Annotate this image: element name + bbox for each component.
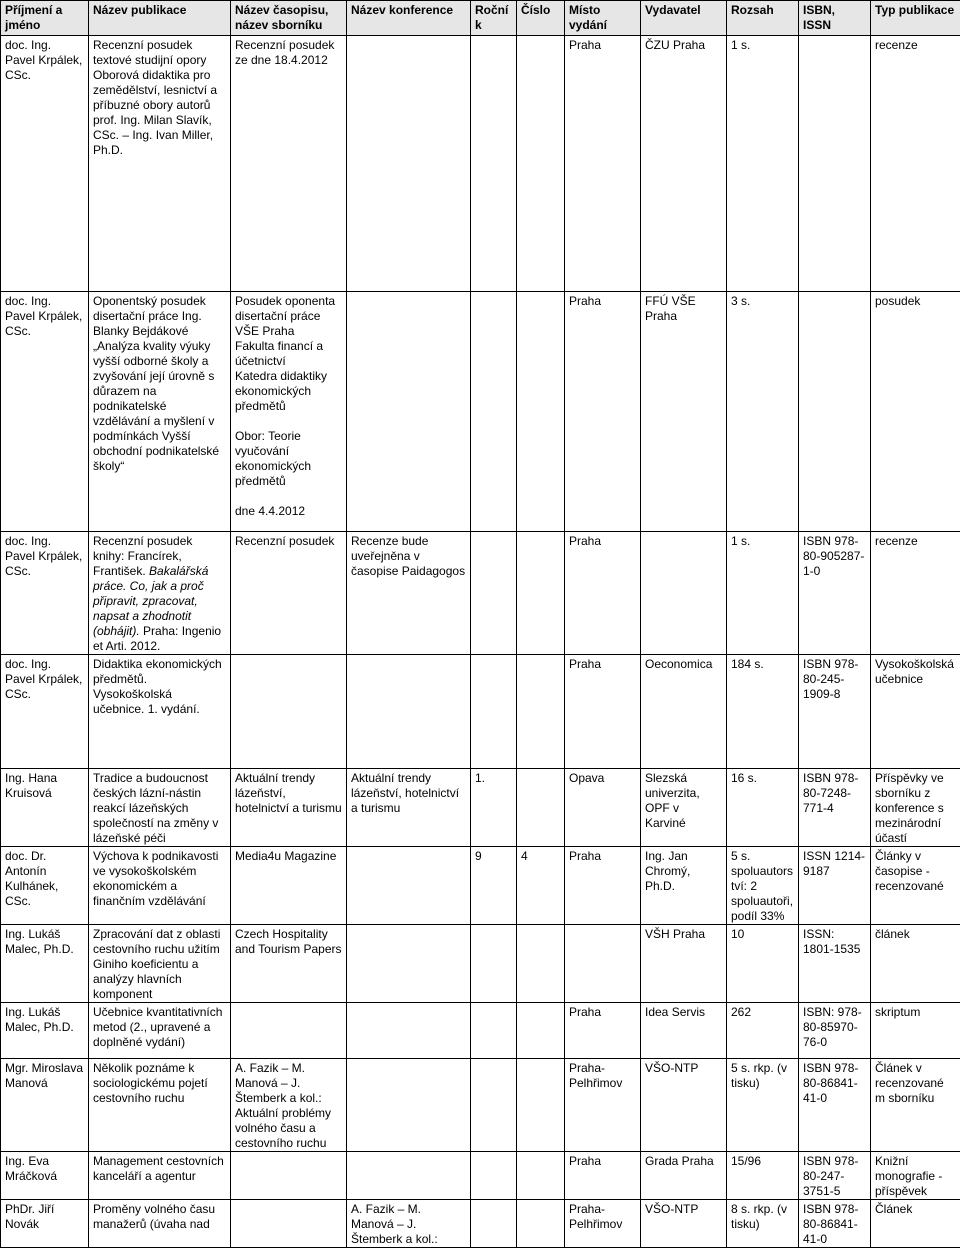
- cell-title: Didaktika ekonomických předmětů. Vysokoškolská učebnice. 1. vydání.: [89, 655, 231, 769]
- cell-place: Praha-Pelhřimov: [565, 1059, 641, 1152]
- cell-journal: Posudek oponenta disertační práce VŠE Praha Fakulta financí a účetnictví Katedra didaktiky ekonomických předmětů Obor: Teorie vyučování ekonomických předmětů dne 4.4.2012: [231, 292, 347, 532]
- cell-conference: [347, 655, 471, 769]
- cell-pages: 16 s.: [727, 769, 799, 847]
- table-row: [1, 925, 960, 1003]
- cell-journal: Czech Hospitality and Tourism Papers: [231, 925, 347, 1003]
- cell-publisher: ČZU Praha: [641, 36, 727, 292]
- table-row: [1, 36, 960, 292]
- cell-publisher: Ing. Jan Chromý, Ph.D.: [641, 847, 727, 925]
- cell-place: Praha: [565, 847, 641, 925]
- table-row: [1, 292, 960, 532]
- cell-volume: 9: [471, 847, 517, 925]
- cell-conference: [347, 1003, 471, 1059]
- cell-publisher: Grada Praha: [641, 1152, 727, 1200]
- cell-isbn: ISSN 1214-9187: [799, 847, 871, 925]
- cell-number: [517, 1003, 565, 1059]
- cell-place: Praha: [565, 1152, 641, 1200]
- cell-number: [517, 769, 565, 847]
- cell-volume: 1.: [471, 769, 517, 847]
- table-row: [1, 847, 960, 925]
- cell-pages: 5 s. rkp. (v tisku): [727, 1059, 799, 1152]
- cell-title: Zpracování dat z oblasti cestovního ruchu užitím Giniho koeficientu a analýzy hlavních komponent: [89, 925, 231, 1003]
- cell-isbn: ISBN: 978-80-85970-76-0: [799, 1003, 871, 1059]
- cell-number: [517, 36, 565, 292]
- header-volume: Ročník: [471, 1, 517, 36]
- cell-type: recenze: [871, 36, 960, 292]
- cell-type: Vysokoškolská učebnice: [871, 655, 960, 769]
- cell-pages: 5 s. spoluautorství: 2 spoluautoři, podíl 33%: [727, 847, 799, 925]
- cell-title: [89, 532, 231, 655]
- cell-publisher: Slezská univerzita, OPF v Karviné: [641, 769, 727, 847]
- cell-conference: [347, 1152, 471, 1200]
- cell-isbn: ISBN 978-80-86841-41-0: [799, 1200, 871, 1248]
- cell-conference: A. Fazik – M. Manová – J. Štemberk a kol.:: [347, 1200, 471, 1248]
- cell-place: Praha-Pelhřimov: [565, 1200, 641, 1248]
- cell-publisher: [641, 532, 727, 655]
- cell-type: recenze: [871, 532, 960, 655]
- cell-author: doc. Ing. Pavel Krpálek, CSc.: [1, 532, 89, 655]
- table-row: [1, 1152, 960, 1200]
- header-type: Typ publikace: [871, 1, 960, 36]
- cell-author: doc. Dr. Antonín Kulhánek, CSc.: [1, 847, 89, 925]
- cell-type: článek: [871, 925, 960, 1003]
- cell-isbn: ISBN 978-80-905287-1-0: [799, 532, 871, 655]
- header-number: Číslo: [517, 1, 565, 36]
- cell-number: [517, 1200, 565, 1248]
- header-pages: Rozsah: [727, 1, 799, 36]
- cell-pages: 3 s.: [727, 292, 799, 532]
- cell-number: [517, 925, 565, 1003]
- cell-pages: 1 s.: [727, 532, 799, 655]
- cell-type: Článek: [871, 1200, 960, 1248]
- cell-type: Článek v recenzované m sborníku: [871, 1059, 960, 1152]
- cell-author: Mgr. Miroslava Manová: [1, 1059, 89, 1152]
- cell-pages: 184 s.: [727, 655, 799, 769]
- cell-volume: [471, 532, 517, 655]
- cell-title: Učebnice kvantitativních metod (2., upravené a doplněné vydání): [89, 1003, 231, 1059]
- cell-place: Praha: [565, 292, 641, 532]
- cell-conference: [347, 292, 471, 532]
- title-plain-end: Praha: Ingenio et Arti. 2012.: [93, 624, 221, 653]
- table-row: [1, 655, 960, 769]
- cell-pages: 10: [727, 925, 799, 1003]
- cell-publisher: Idea Servis: [641, 1003, 727, 1059]
- cell-isbn: ISBN 978-80-245-1909-8: [799, 655, 871, 769]
- cell-conference: [347, 925, 471, 1003]
- cell-journal: Aktuální trendy lázeňství, hotelnictví a turismu: [231, 769, 347, 847]
- header-journal: Název časopisu, název sborníku: [231, 1, 347, 36]
- cell-author: doc. Ing. Pavel Krpálek, CSc.: [1, 36, 89, 292]
- cell-type: posudek: [871, 292, 960, 532]
- cell-volume: [471, 925, 517, 1003]
- table-row: [1, 1200, 960, 1248]
- cell-conference: [347, 847, 471, 925]
- cell-author: doc. Ing. Pavel Krpálek, CSc.: [1, 655, 89, 769]
- cell-author: Ing. Lukáš Malec, Ph.D.: [1, 1003, 89, 1059]
- cell-journal: Recenzní posudek ze dne 18.4.2012: [231, 36, 347, 292]
- cell-isbn: ISBN 978-80-86841-41-0: [799, 1059, 871, 1152]
- cell-author: doc. Ing. Pavel Krpálek, CSc.: [1, 292, 89, 532]
- cell-place: Praha: [565, 1003, 641, 1059]
- header-isbn: ISBN, ISSN: [799, 1, 871, 36]
- header-title: Název publikace: [89, 1, 231, 36]
- table-row: [1, 769, 960, 847]
- cell-number: [517, 292, 565, 532]
- cell-volume: [471, 1059, 517, 1152]
- cell-conference: Aktuální trendy lázeňství, hotelnictví a turismu: [347, 769, 471, 847]
- cell-journal: Media4u Magazine: [231, 847, 347, 925]
- cell-number: 4: [517, 847, 565, 925]
- cell-conference: Recenze bude uveřejněna v časopise Paidagogos: [347, 532, 471, 655]
- cell-type: Články v časopise - recenzované: [871, 847, 960, 925]
- cell-place: Praha: [565, 36, 641, 292]
- cell-type: skriptum: [871, 1003, 960, 1059]
- cell-place: [565, 925, 641, 1003]
- cell-title: Několik poznáme k sociologickému pojetí cestovního ruchu: [89, 1059, 231, 1152]
- cell-journal: A. Fazik – M. Manová – J. Štemberk a kol.: Aktuální problémy volného času a cestovního ruchu: [231, 1059, 347, 1152]
- header-publisher: Vydavatel: [641, 1, 727, 36]
- cell-type: Příspěvky ve sborníku z konference s mezinárodní účastí: [871, 769, 960, 847]
- cell-isbn: ISBN 978-80-7248-771-4: [799, 769, 871, 847]
- cell-title: Tradice a budoucnost českých lázní-nástin reakcí lázeňských společností na změny v lázeňské péči: [89, 769, 231, 847]
- header-row: [1, 1, 960, 36]
- cell-journal: [231, 1200, 347, 1248]
- cell-isbn: [799, 36, 871, 292]
- table-row: [1, 532, 960, 655]
- cell-title: Výchova k podnikavosti ve vysokoškolském ekonomickém a finančním vzdělávání: [89, 847, 231, 925]
- cell-pages: 262: [727, 1003, 799, 1059]
- cell-volume: [471, 1152, 517, 1200]
- cell-author: PhDr. Jiří Novák: [1, 1200, 89, 1248]
- cell-title: Oponentský posudek disertační práce Ing. Blanky Bejdákové „Analýza kvality výuky vyšší odborné školy a zvyšování její úrovně s důrazem na podnikatelské vzdělávání a myšlení v podmínkách Vyšší obchodní podnikatelské školy“: [89, 292, 231, 532]
- header-place: Místo vydání: [565, 1, 641, 36]
- cell-pages: 15/96: [727, 1152, 799, 1200]
- cell-isbn: ISBN 978-80-247-3751-5: [799, 1152, 871, 1200]
- cell-journal: Recenzní posudek: [231, 532, 347, 655]
- header-author: Příjmení a jméno: [1, 1, 89, 36]
- cell-place: Opava: [565, 769, 641, 847]
- cell-conference: [347, 36, 471, 292]
- cell-place: Praha: [565, 655, 641, 769]
- cell-title: Proměny volného času manažerů (úvaha nad: [89, 1200, 231, 1248]
- cell-publisher: VŠH Praha: [641, 925, 727, 1003]
- cell-type: Knižní monografie - příspěvek: [871, 1152, 960, 1200]
- table-row: [1, 1003, 960, 1059]
- cell-pages: 1 s.: [727, 36, 799, 292]
- cell-publisher: FFÚ VŠE Praha: [641, 292, 727, 532]
- cell-volume: [471, 292, 517, 532]
- cell-isbn: [799, 292, 871, 532]
- cell-publisher: VŠO-NTP: [641, 1059, 727, 1152]
- cell-volume: [471, 655, 517, 769]
- cell-author: Ing. Lukáš Malec, Ph.D.: [1, 925, 89, 1003]
- cell-journal: [231, 1152, 347, 1200]
- cell-conference: [347, 1059, 471, 1152]
- header-conference: Název konference: [347, 1, 471, 36]
- cell-publisher: Oeconomica: [641, 655, 727, 769]
- cell-number: [517, 1152, 565, 1200]
- cell-number: [517, 655, 565, 769]
- title-italic: Bakalářská práce. Co, jak a proč připravit, zpracovat, napsat a zhodnotit (obhájit).: [93, 564, 208, 638]
- cell-publisher: VŠO-NTP: [641, 1200, 727, 1248]
- cell-isbn: ISSN: 1801-1535: [799, 925, 871, 1003]
- cell-volume: [471, 1003, 517, 1059]
- cell-pages: 8 s. rkp. (v tisku): [727, 1200, 799, 1248]
- cell-title: Management cestovních kanceláří a agentur: [89, 1152, 231, 1200]
- cell-number: [517, 532, 565, 655]
- cell-author: Ing. Eva Mráčková: [1, 1152, 89, 1200]
- cell-author: Ing. Hana Kruisová: [1, 769, 89, 847]
- cell-number: [517, 1059, 565, 1152]
- cell-volume: [471, 1200, 517, 1248]
- cell-place: Praha: [565, 532, 641, 655]
- cell-title: Recenzní posudek textové studijní opory Oborová didaktika pro zemědělství, lesnictví a příbuzné obory autorů prof. Ing. Milan Slavík, CSc. – Ing. Ivan Miller, Ph.D.: [89, 36, 231, 292]
- title-plain: Recenzní posudek knihy: Francírek, František.: [93, 534, 192, 578]
- cell-journal: [231, 1003, 347, 1059]
- cell-volume: [471, 36, 517, 292]
- cell-journal: [231, 655, 347, 769]
- table-row: [1, 1059, 960, 1152]
